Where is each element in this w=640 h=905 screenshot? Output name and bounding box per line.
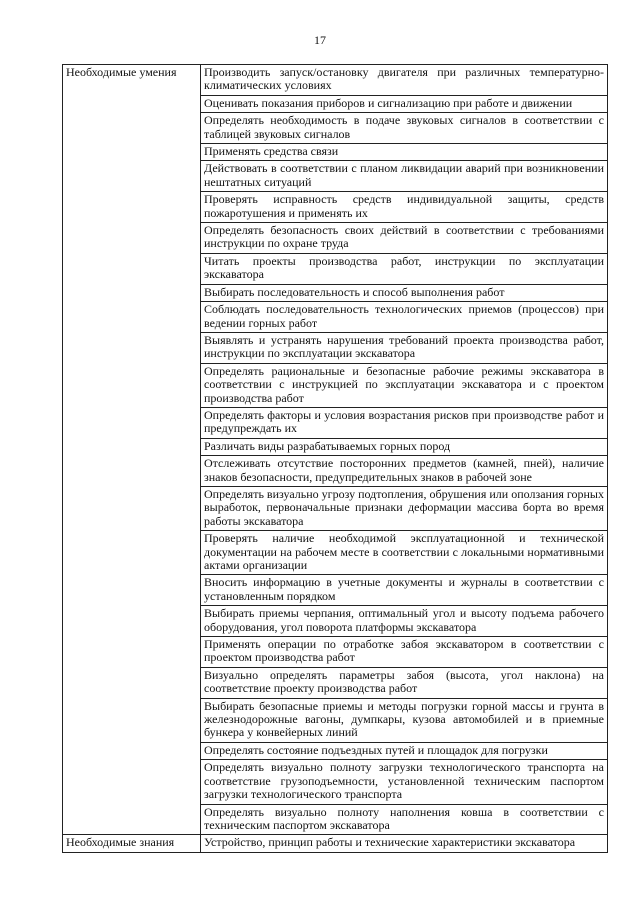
requirement-item: Читать проекты производства работ, инструкции по эксплуатации экскаватора	[201, 253, 608, 284]
requirement-item: Определять рациональные и безопасные рабочие режимы экскаватора в соответствии с инструкцией по эксплуатации экскаватора и с проектом производства работ	[201, 363, 608, 407]
page-number: 17	[314, 33, 326, 47]
requirement-item: Определять состояние подъездных путей и площадок для погрузки	[201, 742, 608, 759]
requirement-item: Выявлять и устранять нарушения требований проекта производства работ, инструкции по эксплуатации экскаватора	[201, 332, 608, 363]
requirement-item: Выбирать безопасные приемы и методы погрузки горной массы и грунта в железнодорожные вагоны, думпкары, кузова автомобилей и в приемные бункера у конвейерных линий	[201, 698, 608, 742]
requirements-table	[62, 64, 608, 853]
requirement-item: Соблюдать последовательность технологических приемов (процессов) при ведении горных работ	[201, 302, 608, 333]
table-row	[63, 65, 608, 96]
requirement-item: Определять факторы и условия возрастания рисков при производстве работ и предупреждать их	[201, 407, 608, 438]
section-label: Необходимые знания	[63, 835, 201, 852]
requirement-item: Определять визуально угрозу подтопления, обрушения или оползания горных выработок, первоначальные признаки деформации массива борта во время работы экскаватора	[201, 486, 608, 530]
requirement-item: Определять визуально полноту наполнения ковша в соответствии с техническим паспортом экскаватора	[201, 804, 608, 835]
table-row	[63, 835, 608, 852]
requirement-item: Производить запуск/остановку двигателя при различных температурно-климатических условиях	[201, 65, 608, 96]
requirement-item: Выбирать последовательность и способ выполнения работ	[201, 284, 608, 301]
requirement-item: Визуально определять параметры забоя (высота, угол наклона) на соответствие проекту производства работ	[201, 667, 608, 698]
requirement-item: Определять необходимость в подаче звуковых сигналов в соответствии с таблицей звуковых сигналов	[201, 113, 608, 144]
requirement-item: Проверять наличие необходимой эксплуатационной и технической документации на рабочем месте в соответствии с локальными нормативными актами организации	[201, 531, 608, 575]
requirement-item: Применять средства связи	[201, 144, 608, 161]
requirement-item: Оценивать показания приборов и сигнализацию при работе и движении	[201, 95, 608, 112]
section-label: Необходимые умения	[63, 65, 201, 835]
requirement-item: Действовать в соответствии с планом ликвидации аварий при возникновении нештатных ситуаций	[201, 161, 608, 192]
requirement-item: Проверять исправность средств индивидуальной защиты, средств пожаротушения и применять их	[201, 192, 608, 223]
requirement-item: Определять безопасность своих действий в соответствии с требованиями инструкции по охране труда	[201, 223, 608, 254]
requirement-item: Применять операции по отработке забоя экскаватором в соответствии с проектом производства работ	[201, 637, 608, 668]
requirement-item: Различать виды разрабатываемых горных пород	[201, 438, 608, 455]
requirement-item: Устройство, принцип работы и технические характеристики экскаватора	[201, 835, 608, 852]
requirement-item: Определять визуально полноту загрузки технологического транспорта на соответствие грузоподъемности, установленной техническим паспортом загрузки технологического транспорта	[201, 760, 608, 804]
requirement-item: Выбирать приемы черпания, оптимальный угол и высоту подъема рабочего оборудования, угол поворота платформы экскаватора	[201, 606, 608, 637]
requirement-item: Отслеживать отсутствие посторонних предметов (камней, пней), наличие знаков безопасности, предупредительных знаков в рабочей зоне	[201, 456, 608, 487]
requirement-item: Вносить информацию в учетные документы и журналы в соответствии с установленным порядком	[201, 575, 608, 606]
